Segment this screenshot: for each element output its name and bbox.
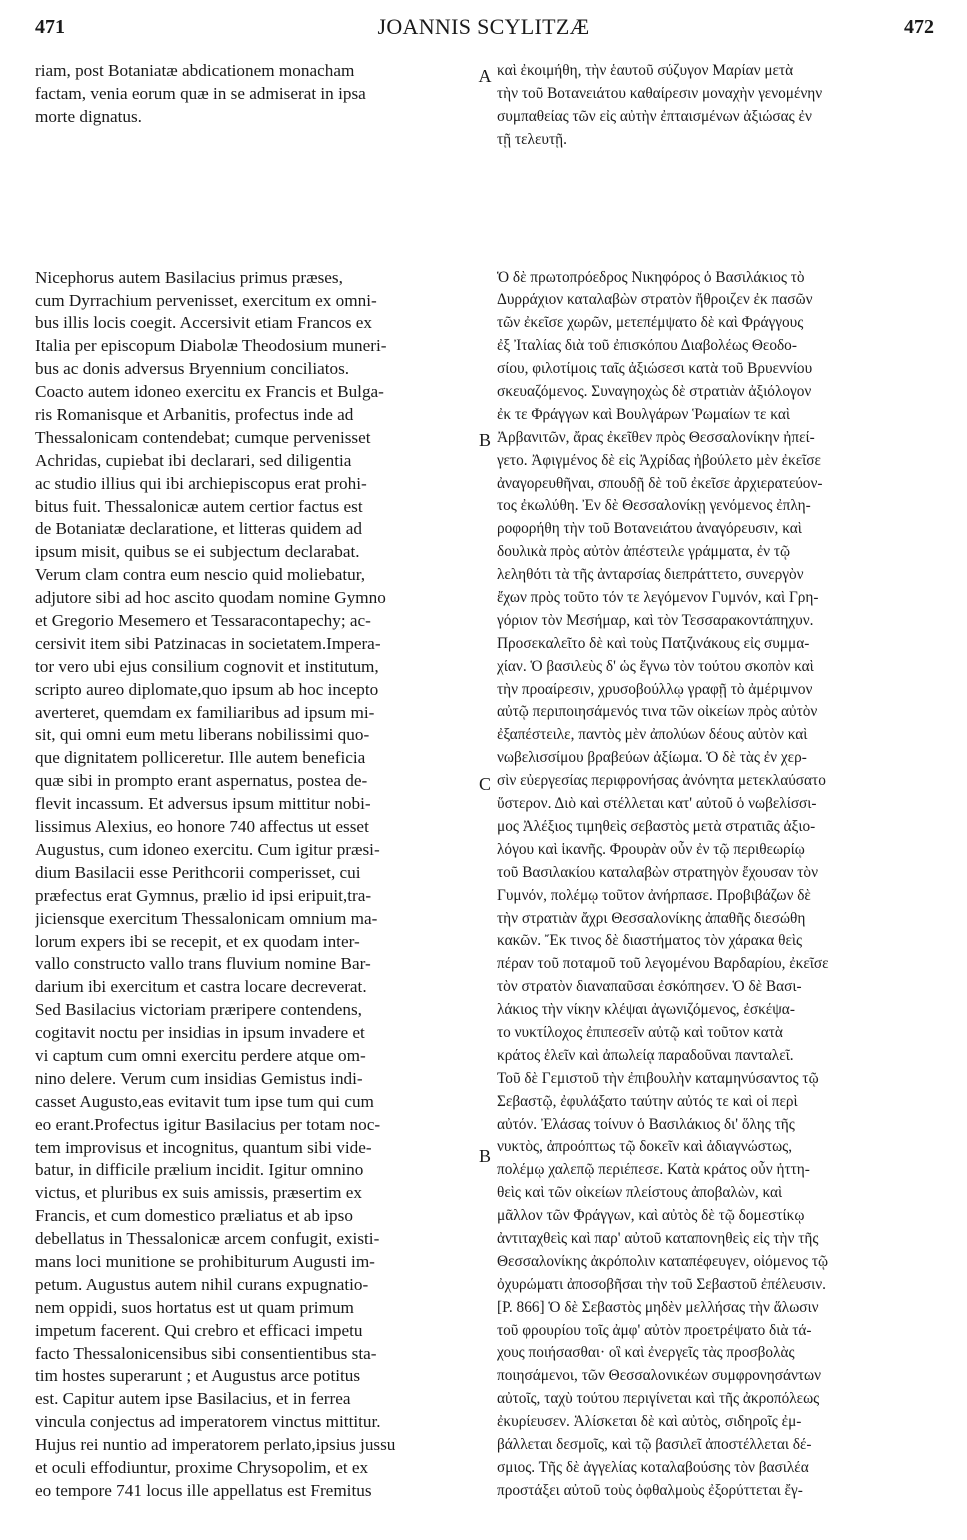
latin-line: debellatus in Thessalonicæ arcem confugit, existi- bbox=[35, 1229, 380, 1249]
greek-line: το νυκτίλοχος ἐπιπεσεῖν αὐτῷ καὶ τοῦτον κατὰ bbox=[497, 1023, 783, 1041]
latin-line: dium Basilacii esse Perithcorii comperisset, cui bbox=[35, 862, 361, 882]
greek-line: σὶν εὐεργεσίας περιφρονήσας ἀνόνητα μετεκλαύσατο bbox=[497, 772, 826, 790]
greek-line: τὴν τοῦ Βοτανειάτου καθαίρεσιν μοναχὴν γενομένην bbox=[497, 84, 823, 102]
greek-line: μος Ἀλέξιος τιμηθεὶς σεβαστὸς μετὰ στρατιᾶς ἀξιο- bbox=[497, 817, 816, 835]
latin-line: mans loci munitione se prohibiturum Augusti im- bbox=[35, 1251, 375, 1271]
latin-line: adjutore sibi ad hoc ascito quodam nomine Gymno bbox=[35, 588, 386, 608]
latin-line: factam, venia eorum quæ in se admiserat in ipsa bbox=[35, 83, 366, 103]
latin-line: Sed Basilacius victoriam præripere contendens, bbox=[35, 1000, 362, 1020]
latin-line: ac studio illius qui ibi archiepiscopus erat prohi- bbox=[35, 473, 367, 493]
greek-line: σίου, φιλοτίμοις ταῖς ἀξιώσεσι κατὰ τοῦ Βρυεννίου bbox=[497, 360, 813, 378]
latin-line: impetum facerent. Qui crebro et efficaci impetu bbox=[35, 1320, 363, 1340]
latin-line: sit, qui omni eum metu liberans nobilissimi quo- bbox=[35, 725, 370, 745]
greek-line: Γυμνόν, πολέμῳ τοῦτον ἀνήρπασε. Προβιβάζων δὲ bbox=[497, 886, 811, 904]
greek-line: σμιος. Τῆς δὲ ἀγγελίας κοταλαβούσης τὸν βασιλέα bbox=[497, 1458, 809, 1476]
greek-line: μᾶλλον τῶν Φράγγων, καὶ αὐτὸς δὲ τῷ δομεστίκῳ bbox=[497, 1207, 805, 1225]
latin-line: darium ibi exercitum et castra locare decreverat. bbox=[35, 977, 367, 997]
latin-line: Francis, et cum domestico præliatus et ab ipso bbox=[35, 1206, 353, 1226]
greek-line: πολέμῳ χαλεπῷ περιέπεσε. Κατὰ κράτος οὖν ἡττη- bbox=[497, 1161, 810, 1179]
latin-line: de Botaniatæ declaratione, et litteras quidem ad bbox=[35, 519, 362, 539]
greek-column bbox=[497, 60, 930, 1503]
latin-line: batur, in difficile prælium incidit. Igitur omnino bbox=[35, 1160, 364, 1180]
latin-line: que dignitatem polliceretur. Ille autem beneficia bbox=[35, 748, 366, 768]
greek-line: γόριον τὸν Μεσήμαρ, καὶ τὸν Τεσσαρακοντάπηχυν. bbox=[497, 611, 814, 629]
latin-line: vi captum cum omni exercitu perdere atque om- bbox=[35, 1045, 366, 1065]
latin-line: lissimus Alexius, eo honore 740 affectus ut esset bbox=[35, 817, 369, 837]
latin-line: vincula conjectus ad imperatorem vinctus mittitur. bbox=[35, 1412, 381, 1432]
greek-line: τὸν στρατὸν διαναπαῦσαι ἐσκόπησεν. Ὁ δὲ Βασι- bbox=[497, 978, 802, 996]
latin-line: victus, et pluribus ex suis amissis, præsertim ex bbox=[35, 1183, 363, 1203]
page-header bbox=[30, 14, 937, 44]
margin-letter: B bbox=[478, 430, 491, 450]
latin-line: riam, post Botaniatæ abdicationem monacham bbox=[35, 61, 355, 80]
greek-line: σκευαζόμενος. Συναγηοχὼς δὲ στρατιὰν ἀξιόλογον bbox=[497, 383, 812, 401]
margin-letter: C bbox=[478, 774, 491, 794]
greek-line: Σεβαστῷ, ἐφυλάξατο ταύτην αὐτός τε καὶ οἱ περὶ bbox=[497, 1092, 798, 1110]
latin-line: bus ac donis adversus Bryennium conciliatos. bbox=[35, 359, 350, 379]
greek-line: τὴν προαίρεσιν, χρυσοβούλλῳ γραφῇ τὸ ἀμέριμνον bbox=[497, 680, 813, 698]
latin-line: cogitavit noctu per insidias in ipsum invadere et bbox=[35, 1023, 365, 1043]
latin-line: et oculi effodiuntur, proxime Chrysopolim, et ex bbox=[35, 1457, 369, 1477]
latin-line: morte dignatus. bbox=[35, 106, 142, 126]
greek-line: ἐκ τε Φράγγων καὶ Βουλγάρων Ῥωμαίων τε καὶ bbox=[497, 405, 791, 423]
greek-line: κράτος ἑλεῖν καὶ ἀπωλείᾳ παραδοῦναι πανταλεῖ. bbox=[497, 1046, 794, 1064]
greek-line: νωβελισσίμου βραβεύων ἀξίωμα. Ὁ δὲ τὰς ἐν χερ- bbox=[497, 749, 807, 767]
margin-letter: A bbox=[478, 66, 492, 86]
greek-top-paragraph bbox=[497, 60, 930, 152]
latin-line: est. Capitur autem ipse Basilacius, et in ferrea bbox=[35, 1389, 351, 1409]
greek-line: γετο. Ἀφιγμένος δὲ εἰς Ἀχρίδας ἠβούλετο μὲν ἐκεῖσε bbox=[497, 451, 821, 469]
greek-line: Δυρράχιον καταλαβὼν στρατὸν ἤθροιζεν ἐκ πασῶν bbox=[497, 291, 813, 309]
latin-top-paragraph bbox=[35, 60, 477, 129]
greek-line: ποιησάμενοι, τῶν Θεσσαλονικέων συμφρονησάντων bbox=[497, 1367, 822, 1385]
greek-line: ἔχων πρὸς τοῦτο τόν τε λεγόμενον Γυμνόν, καὶ Γρη- bbox=[497, 589, 819, 607]
page-number-right: 472 bbox=[904, 16, 934, 38]
latin-line: cersivit item sibi Patzinacas in societatem.Impera- bbox=[35, 633, 381, 653]
latin-line: Augustus, cum idoneo exercitu. Cum igitur præsi- bbox=[35, 839, 380, 859]
greek-line: ὀχυρώματι ἀποσοβῆσαι τὴν τοῦ Σεβαστοῦ ἐπέλευσιν. bbox=[497, 1275, 827, 1293]
latin-column bbox=[35, 60, 477, 1503]
latin-line: ris Romanisque et Arbanitis, profectus inde ad bbox=[35, 405, 354, 425]
greek-main-paragraph bbox=[497, 267, 930, 1503]
margin-letter: B bbox=[478, 1146, 491, 1166]
latin-line: Verum clam contra eum nescio quid moliebatur, bbox=[35, 565, 366, 585]
latin-line: præfectus erat Gymnus, prælio id ipsi eripuit,tra- bbox=[35, 885, 372, 905]
latin-line: Hujus rei nuntio ad imperatorem perlato,ipsius jussu bbox=[35, 1435, 396, 1455]
greek-line: θεὶς καὶ τῶν οἰκείων πλείστους ἀποβαλὼν, καὶ bbox=[497, 1184, 783, 1202]
latin-line: scripto aureo diplomate,quo ipsum ab hoc incepto bbox=[35, 679, 379, 699]
latin-line: averteret, quemdam ex familiaribus ad ipsum mi- bbox=[35, 702, 375, 722]
latin-line: vallo constructo vallo trans fluvium nomine Bar- bbox=[35, 954, 371, 974]
latin-line: lorum expers ibi se recepit, et ex quodam inter- bbox=[35, 931, 360, 951]
greek-line: χους ποιήσασθαι· οἳ καὶ ἐνεργεῖς τὰς προσβολὰς bbox=[497, 1344, 795, 1362]
latin-line: nino delere. Verum cum insidias Gemistus indi- bbox=[35, 1068, 363, 1088]
latin-line: tem improvisus et incognitus, quantum sibi vide- bbox=[35, 1137, 372, 1157]
latin-line: Italia per episcopum Diabolæ Theodosium muneri- bbox=[35, 336, 387, 356]
latin-line: nem oppidi, suos hortatus est ut quam primum bbox=[35, 1297, 354, 1317]
latin-line: flevit incassum. Et adversus ipsum mittitur nobi- bbox=[35, 794, 371, 814]
greek-line: δουλικὰ πρὸς αὐτὸν ἀπέστειλε γράμματα, ἐν τῷ bbox=[497, 543, 791, 561]
greek-line: τῇ τελευτῇ. bbox=[497, 130, 567, 148]
greek-line: πέραν τοῦ ποταμοῦ τοῦ λεγομένου Βαρδαρίου, ἐκεῖσε bbox=[497, 955, 829, 973]
greek-line: ἀντιταχθεὶς καὶ παρ' αὐτοῦ καταπονηθεὶς εἰς τὴν τῆς bbox=[497, 1229, 819, 1247]
latin-line: Thessalonicam contendebat; cumque pervenisset bbox=[35, 427, 371, 447]
greek-line: τῶν ἐκεῖσε χωρῶν, μετεπέμψατο δὲ καὶ Φράγγους bbox=[497, 314, 804, 332]
greek-line: [P. 866] Ὁ δὲ Σεβαστὸς μηδὲν μελλήσας τὴν ἅλωσιν bbox=[497, 1298, 819, 1316]
greek-line: αὐτόν. Ἐλάσας τοίνυν ὁ Βασιλάκιος δι' ὅλης τῆς bbox=[497, 1115, 795, 1133]
latin-line: Coacto autem idoneo exercitu ex Francis et Bulga- bbox=[35, 382, 384, 402]
latin-line: et Gregorio Mesemero et Tessaracontapechy; ac- bbox=[35, 611, 371, 631]
greek-line: Τοῦ δὲ Γεμιστοῦ τὴν ἐπιβουλὴν καταμηνύσαντος τῷ bbox=[497, 1069, 819, 1087]
latin-line: bus illis locis coegit. Accersivit etiam Francos ex bbox=[35, 313, 372, 333]
greek-line: συμπαθείας τῶν εἰς αὐτὴν ἐπταισμένων ἀξιώσας ἐν bbox=[497, 107, 812, 125]
latin-line: quæ sibi in prompto erant aspernatus, postea de- bbox=[35, 771, 368, 791]
greek-line: χίαν. Ὁ βασιλεὺς δ' ὡς ἔγνω τὸν τούτου σκοπὸν καὶ bbox=[497, 657, 814, 675]
latin-line: ipsum misit, quibus se ei subjectum declarabat. bbox=[35, 542, 360, 562]
greek-line: ἐκυρίευσεν. Ἁλίσκεται δὲ καὶ αὐτὸς, σιδηροῖς ἐμ- bbox=[497, 1413, 802, 1431]
latin-line: facto Thessalonicensibus sibi consentientibus sta- bbox=[35, 1343, 377, 1363]
greek-line: τος ἐκωλύθη. Ἐν δὲ Θεσσαλονίκῃ γενόμενος ἐπλη- bbox=[497, 497, 811, 515]
latin-line: bitus fuit. Thessalonicæ autem certior factus est bbox=[35, 496, 363, 516]
greek-line: κακῶν. Ἔκ τινος δὲ διαστήματος τὸν χάρακα θεὶς bbox=[497, 932, 803, 950]
latin-line: cum Dyrrachium pervenisset, exercitum ex omni- bbox=[35, 290, 377, 310]
greek-line: λεληθότι τὰ τῆς ἀνταρσίας διεπράττετο, συνεργὸν bbox=[497, 566, 804, 584]
greek-line: νυκτὸς, ἀπροόπτως τῷ δοκεῖν καὶ ἀδιαγνώστως, bbox=[497, 1138, 793, 1156]
running-title: JOANNIS SCYLITZÆ bbox=[377, 14, 590, 39]
greek-line: Θεσσαλονίκης ἀκρόπολιν καταπέφευγεν, οἰόμενος τῷ bbox=[497, 1252, 829, 1270]
greek-line: προστάξει αὐτοῦ τοὺς ὀφθαλμοὺς ἐξορύττεται ἔγ- bbox=[497, 1481, 803, 1499]
greek-line: ἀναγορευθῆναι, σπουδῇ δὲ τοῦ ἐκεῖσε ἀρχιερατεύον- bbox=[497, 474, 823, 492]
greek-line: τοῦ φρουρίου τοῖς ἀμφ' αὐτὸν προετρέψατο διὰ τά- bbox=[497, 1321, 812, 1339]
latin-line: casset Augusto,eas evitavit tum ipse tum qui cum bbox=[35, 1091, 374, 1111]
greek-line: Προσεκαλεῖτο δὲ καὶ τοὺς Πατζινάκους εἰς συμμα- bbox=[497, 634, 810, 652]
latin-line: Nicephorus autem Basilacius primus præses, bbox=[35, 267, 343, 287]
latin-line: tim hostes superarunt ; et Augustus arce potitus bbox=[35, 1366, 361, 1386]
latin-line: petum. Augustus autem nihil curans expugnatio- bbox=[35, 1274, 369, 1294]
greek-line: ἐξαπέστειλε, παντὸς μὲν ἀπολύων δέους αὐτὸν καὶ bbox=[497, 726, 808, 744]
latin-line: eo tempore 741 locus ille appellatus est Fremitus bbox=[35, 1480, 372, 1500]
greek-line: Ὁ δὲ πρωτοπρόεδρος Νικηφόρος ὁ Βασιλάκιος τὸ bbox=[497, 268, 805, 286]
greek-line: τὴν στρατιὰν ἄχρι Θεσσαλονίκης ἀπαθῆς διεσώθη bbox=[497, 909, 806, 927]
latin-main-paragraph bbox=[35, 267, 477, 1503]
latin-line: Achridas, cupiebat ibi declarari, sed diligentia bbox=[35, 450, 352, 470]
greek-line: ἐξ Ἰταλίας διὰ τοῦ ἐπισκόπου Διαβολέως Θεοδο- bbox=[497, 337, 797, 355]
greek-line: αὐτῷ περιποιησάμενός τινα τῶν οἰκείων πρὸς αὐτὸν bbox=[497, 703, 818, 721]
greek-line: Ἀρβανιτῶν, ἄρας ἐκεῖθεν πρὸς Θεσσαλονίκην ἠπεί- bbox=[497, 428, 815, 446]
greek-line: ροφορήθη τὴν τοῦ Βοτανειάτου ἀναγόρευσιν, καὶ bbox=[497, 520, 802, 538]
greek-line: βάλλεται δεσμοῖς, καὶ τῷ βασιλεῖ ἀποστέλλεται δέ- bbox=[497, 1435, 812, 1453]
greek-line: αὐτοῖς, ταχὺ τούτου περιγίνεται καὶ τῆς ἀκροπόλεως bbox=[497, 1390, 820, 1408]
greek-line: λάκιος τὴν νίκην κλέψαι ἀγωνιζόμενος, ἐσκέψα- bbox=[497, 1001, 795, 1019]
latin-line: tor vero ubi ejus consilium cognovit et institutum, bbox=[35, 656, 379, 676]
latin-line: jiciensque exercitum Thessalonicam omnium ma- bbox=[35, 908, 378, 928]
greek-line: ὕστερον. Διὸ καὶ στέλλεται κατ' αὐτοῦ ὁ νωβελίσσι- bbox=[497, 795, 817, 813]
latin-line: eo erant.Profectus igitur Basilacius per totam noc- bbox=[35, 1114, 381, 1134]
greek-line: καὶ ἐκοιμήθη, τὴν ἑαυτοῦ σύζυγον Μαρίαν μετὰ bbox=[497, 62, 794, 79]
greek-line: λόγου καὶ ἱκανῆς. Φρουρὰν οὖν ἐν τῷ περιθεωρίῳ bbox=[497, 840, 805, 858]
greek-line: τοῦ Βασιλακίου καταλαβὼν στρατηγὸν ἔχουσαν τὸν bbox=[497, 863, 818, 881]
page-number-left: 471 bbox=[35, 16, 65, 38]
